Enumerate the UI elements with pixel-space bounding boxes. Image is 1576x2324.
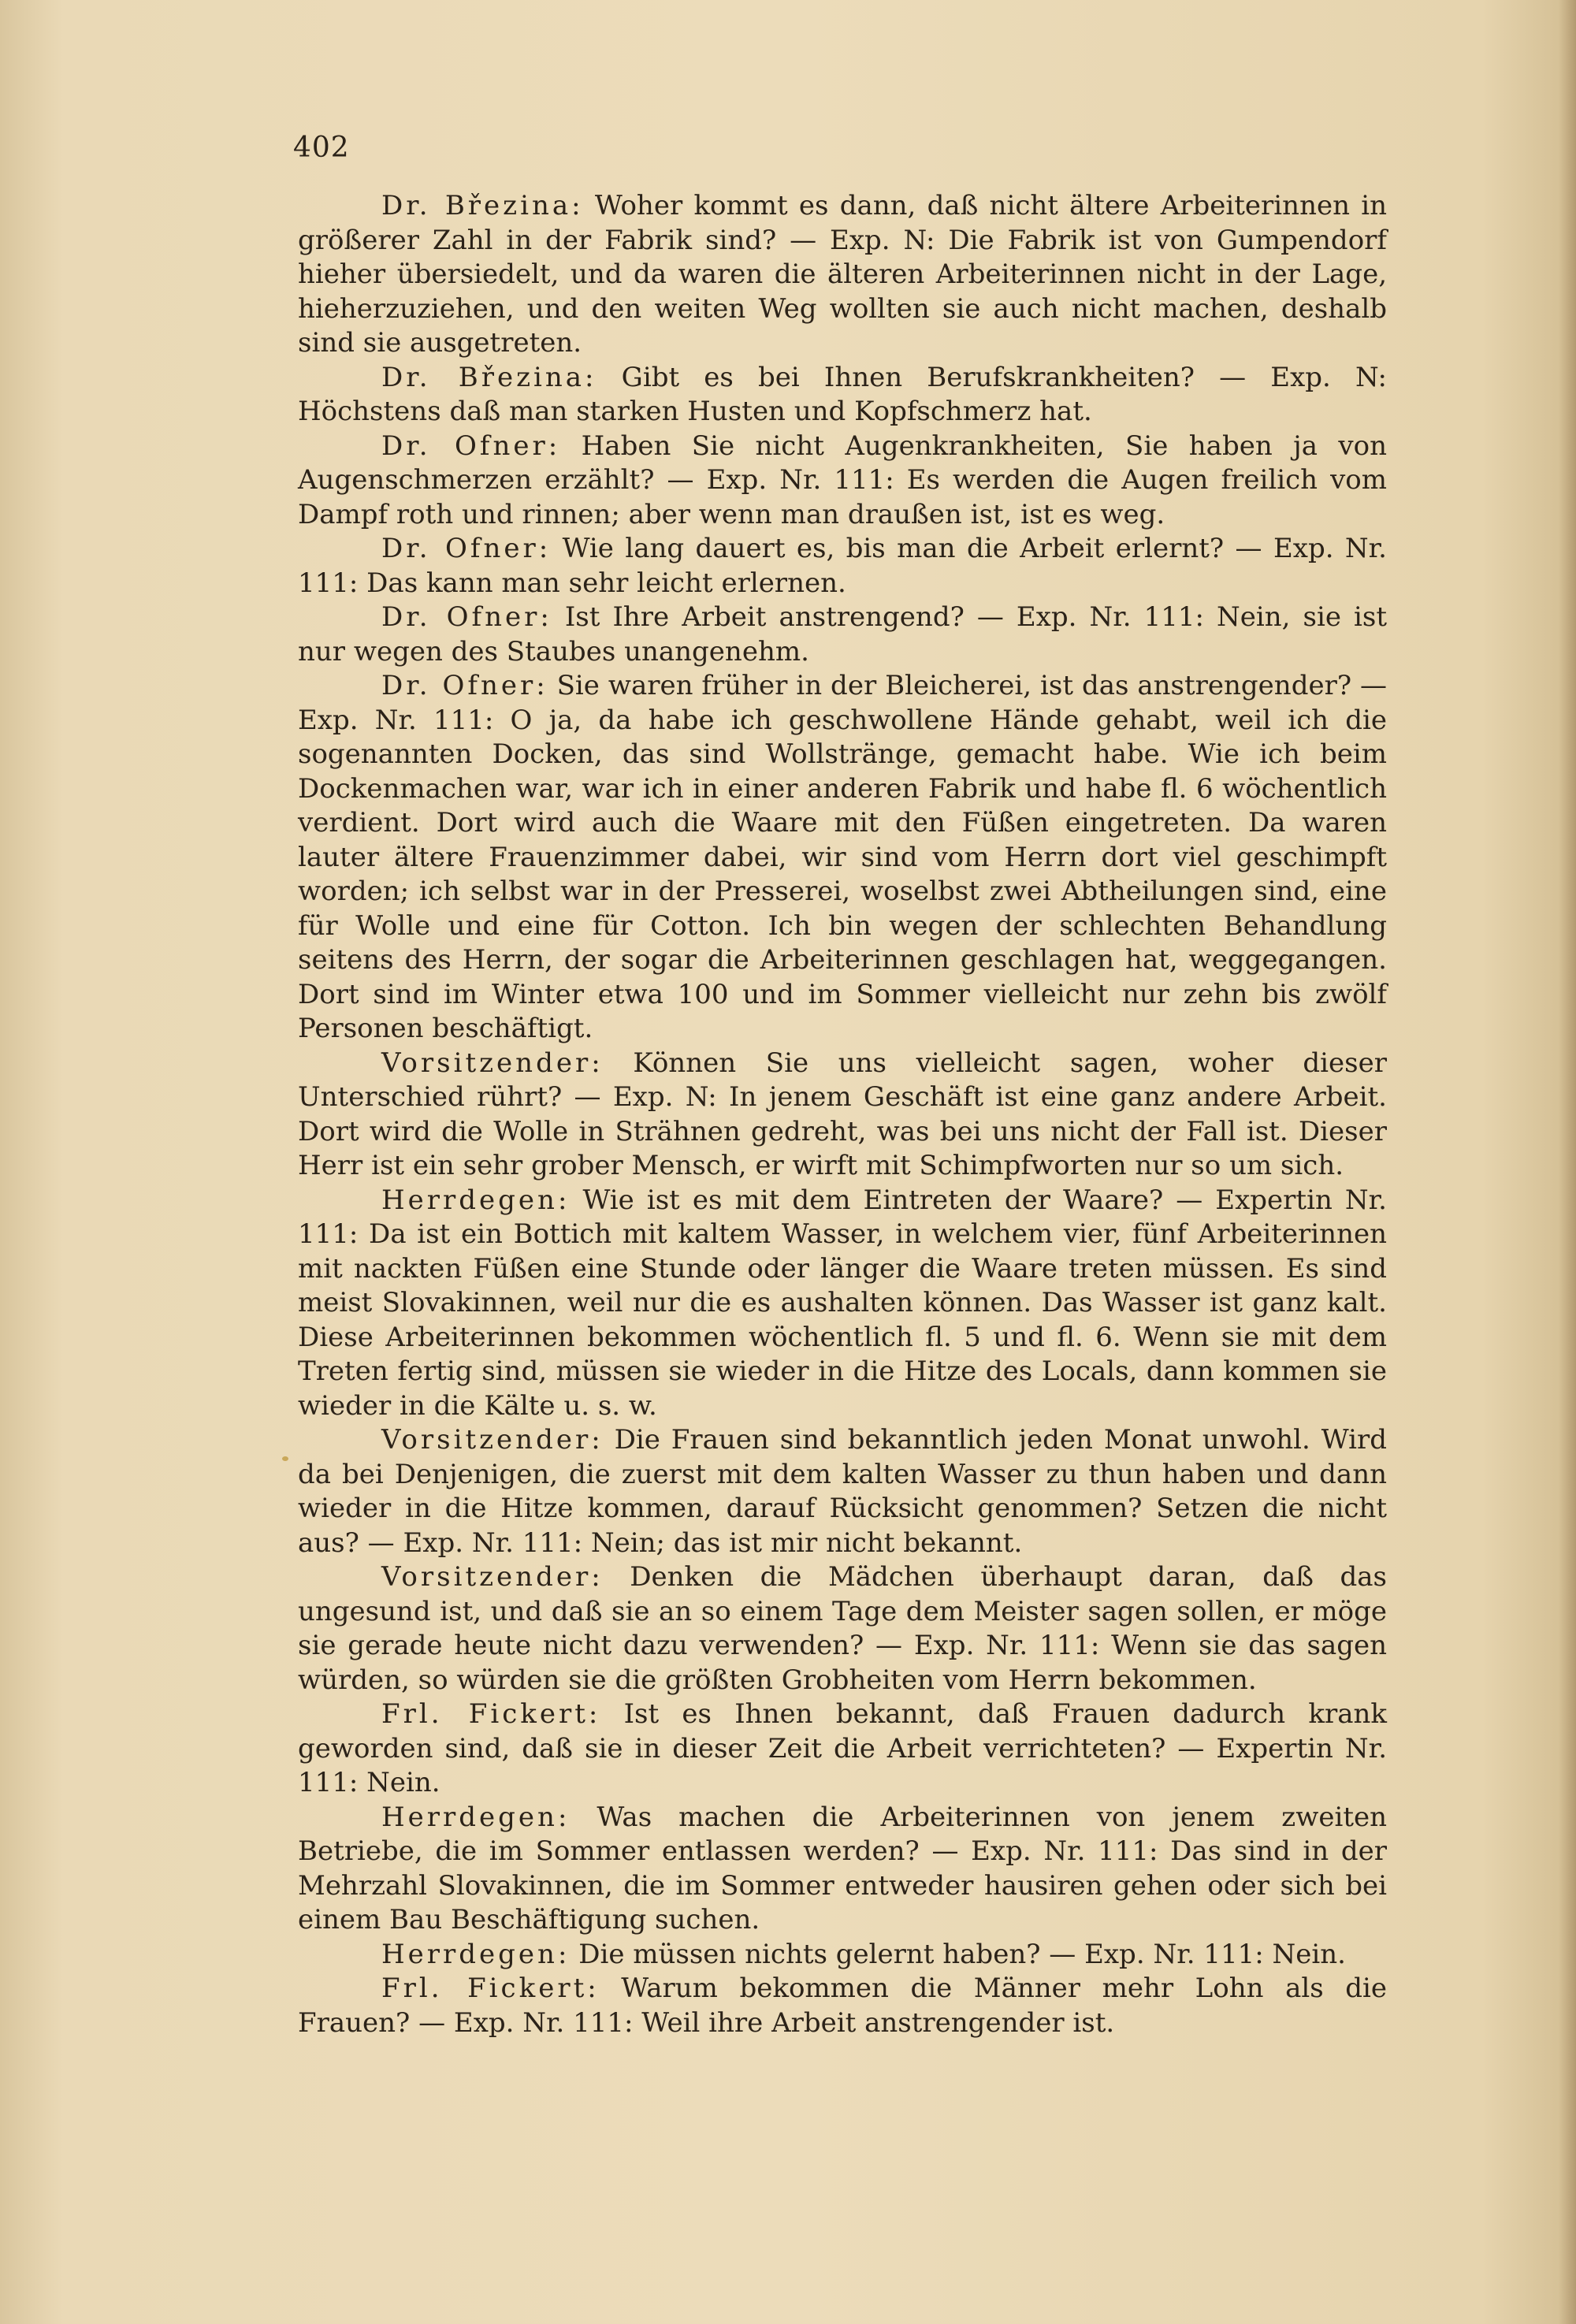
paragraph-text: Haben Sie nicht Augenkrankheiten, Sie haben ja von Augenschmerzen erzählt? — Exp. Nr. 111: Es werden die Augen freilich vom Dampf roth und rinnen; aber wenn man draußen ist, ist es weg. — [298, 429, 1387, 530]
speaker-label: Dr. Březina: — [381, 190, 584, 221]
paragraph-text: Können Sie uns vielleicht sagen, woher dieser Unterschied rührt? — Exp. N: In jenem Geschäft ist eine ganz andere Arbeit. Dort wird die Wolle in Strähnen gedreht, was bei uns nicht der Fall ist. Dieser Herr ist ein sehr grober Mensch, er wirft mit Schimpfworten nur so um sich. — [298, 1047, 1387, 1181]
paragraph — [298, 1938, 1387, 1973]
paragraph — [298, 1560, 1387, 1697]
speaker-label: Herrdegen: — [381, 1938, 571, 1970]
paragraph-text: Die müssen nichts gelernt haben? — Exp. Nr. 111: Nein. — [570, 1938, 1346, 1970]
speaker-label: Frl. Fickert: — [381, 1698, 601, 1730]
speaker-label: Vorsitzender: — [381, 1561, 604, 1593]
paragraph-text: Denken die Mädchen überhaupt daran, daß das ungesund ist, und daß sie an so einem Tage dem Meister sagen sollen, er möge sie gerade heute nicht dazu verwenden? — Exp. Nr. 111: Wenn sie das sagen würden, so würden sie die größten Grobheiten vom Herrn bekommen. — [298, 1561, 1387, 1696]
paragraph-text: Warum bekommen die Männer mehr Lohn als die Frauen? — Exp. Nr. 111: Weil ihre Arbeit anstrengender ist. — [298, 1973, 1387, 2039]
paragraph — [298, 429, 1387, 533]
paragraph-text: Wie ist es mit dem Eintreten der Waare? — Expertin Nr. 111: Da ist ein Bottich mit kaltem Wasser, in welchem vier, fünf Arbeiterinnen mit nackten Füßen eine Stunde oder länger die Waare treten müssen. Es sind meist Slovakinnen, weil nur die es aushalten können. Das Wasser ist ganz kalt. Diese Arbeiterinnen bekommen wöchentlich fl. 5 und fl. 6. Wenn sie mit dem Treten fertig sind, müssen sie wieder in die Hitze des Locals, dann kommen sie wieder in die Kälte u. s. w. — [298, 1184, 1387, 1422]
paragraph-text: Woher kommt es dann, daß nicht ältere Arbeiterinnen in größerer Zahl in der Fabrik sind? — Exp. N: Die Fabrik ist von Gumpendorf hieher übersiedelt, und da waren die älteren Arbeiterinnen nicht in der Lage, hieherzuziehen, und den weiten Weg wollten sie auch nicht machen, deshalb sind sie ausgetreten. — [298, 190, 1387, 359]
paragraph — [298, 189, 1387, 361]
paragraph-text: Ist es Ihnen bekannt, daß Frauen dadurch krank geworden sind, daß sie in dieser Zeit die Arbeit verrichteten? — Expertin Nr. 111: Nein. — [298, 1698, 1387, 1798]
speaker-label: Vorsitzender: — [381, 1047, 604, 1079]
paragraph — [298, 669, 1387, 1047]
paragraph — [298, 1697, 1387, 1801]
paragraph-text: Sie waren früher in der Bleicherei, ist das anstrengender? — Exp. Nr. 111: O ja, da habe ich geschwollene Hände gehabt, weil ich die sogenannten Docken, das sind Wollstränge, gemacht habe. Wie ich beim Dockenmachen war, war ich in einer anderen Fabrik und habe fl. 6 wöchentlich verdient. Dort wird auch die Waare mit den Füßen eingetreten. Da waren lauter ältere Frauenzimmer dabei, wir sind vom Herrn dort viel geschimpft worden; ich selbst war in der Presserei, woselbst zwei Abtheilungen sind, eine für Wolle und eine für Cotton. Ich bin wegen der schlechten Behandlung seitens des Herrn, der sogar die Arbeiterinnen geschlagen hat, weggegangen. Dort sind im Winter etwa 100 und im Sommer vielleicht nur zehn bis zwölf Personen beschäftigt. — [298, 670, 1387, 1044]
speaker-label: Dr. Ofner: — [381, 429, 561, 462]
paragraph-text: Gibt es bei Ihnen Berufskrankheiten? — Exp. N: Höchstens daß man starken Husten und Kopfschmerz hat. — [298, 361, 1387, 427]
paragraph — [298, 1423, 1387, 1560]
paragraph — [298, 601, 1387, 669]
speaker-label: Frl. Fickert: — [381, 1973, 600, 2004]
paragraph — [298, 1184, 1387, 1424]
speaker-label: Herrdegen: — [381, 1801, 571, 1833]
paragraph — [298, 1801, 1387, 1938]
speaker-label: Vorsitzender: — [381, 1424, 604, 1456]
body-text — [298, 189, 1387, 2040]
paragraph-text: Die Frauen sind bekanntlich jeden Monat unwohl. Wird da bei Denjenigen, die zuerst mit dem kalten Wasser zu thun haben und dann wieder in die Hitze kommen, darauf Rücksicht genommen? Setzen die nicht aus? — Exp. Nr. 111: Nein; das ist mir nicht bekannt. — [298, 1424, 1387, 1559]
speaker-label: Dr. Březina: — [381, 361, 597, 393]
paragraph-text: Was machen die Arbeiterinnen von jenem zweiten Betriebe, die im Sommer entlassen werden? — Exp. Nr. 111: Das sind in der Mehrzahl Slovakinnen, die im Sommer entweder hausiren gehen oder sich bei einem Bau Beschäftigung suchen. — [298, 1801, 1387, 1935]
speaker-label: Dr. Ofner: — [381, 533, 552, 564]
page-edge-shadow — [1559, 0, 1576, 2324]
paragraph — [298, 1972, 1387, 2040]
page-number: 402 — [293, 132, 350, 164]
paragraph — [298, 361, 1387, 429]
paragraph-text: Ist Ihre Arbeit anstrengend? — Exp. Nr. 111: Nein, sie ist nur wegen des Staubes unangenehm. — [298, 601, 1388, 667]
speaker-label: Herrdegen: — [381, 1184, 571, 1216]
ink-speck — [282, 1456, 288, 1461]
paragraph — [298, 1047, 1387, 1184]
paragraph — [298, 532, 1387, 601]
paragraph-text: Wie lang dauert es, bis man die Arbeit erlernt? — Exp. Nr. 111: Das kann man sehr leicht erlernen. — [298, 533, 1387, 599]
speaker-label: Dr. Ofner: — [381, 601, 552, 633]
speaker-label: Dr. Ofner: — [381, 670, 548, 701]
